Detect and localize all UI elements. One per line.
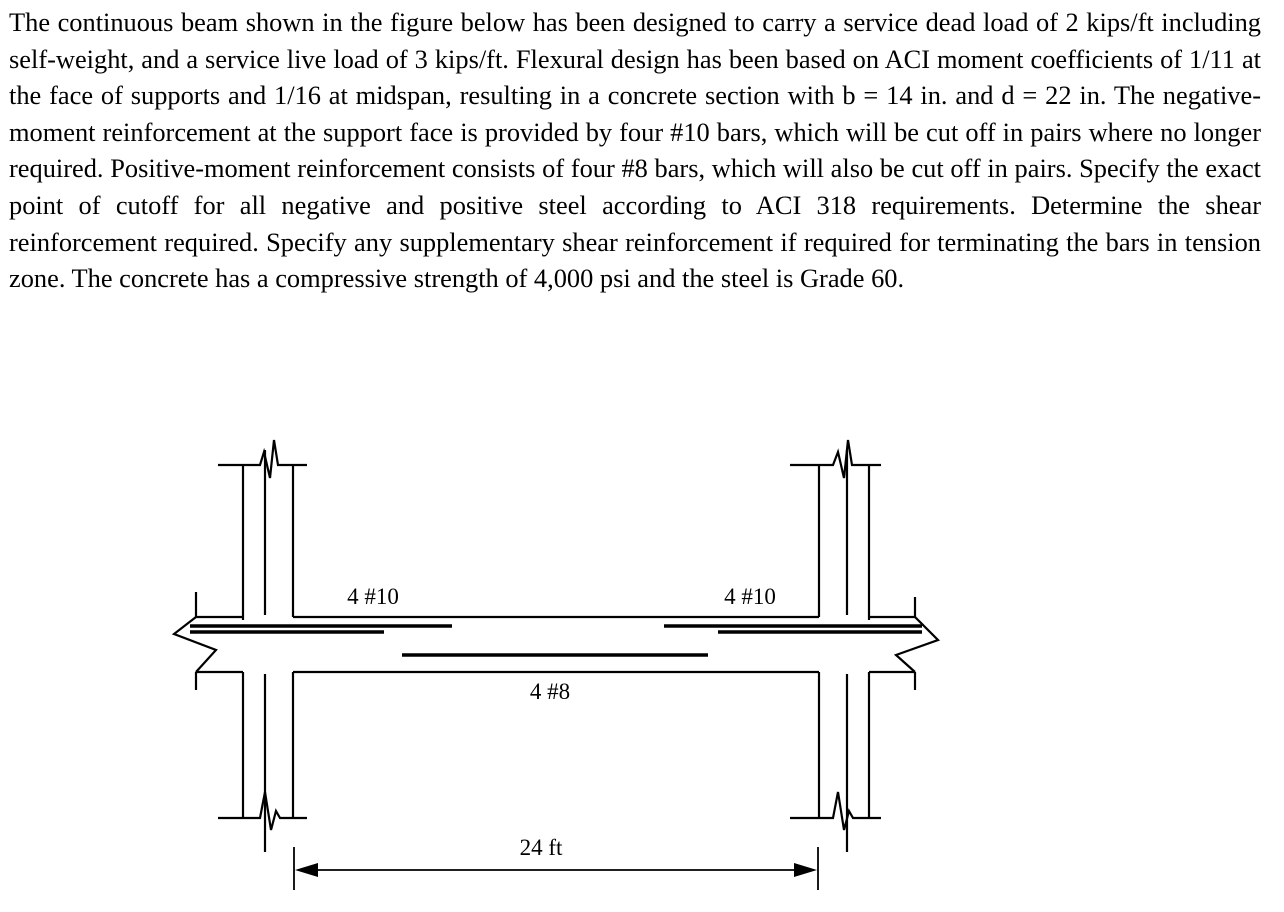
dimension-arrow-left: [295, 863, 318, 877]
span-label: 24 ft: [519, 835, 563, 860]
bottom-bar-label: 4 #8: [529, 679, 571, 704]
right-column: [790, 440, 881, 852]
beam-outline: [174, 592, 938, 690]
left-top-bar-label: 4 #10: [347, 584, 399, 609]
right-column-bottom-break: [790, 792, 881, 830]
dimension-arrow-right: [794, 863, 817, 877]
right-top-bar-label: 4 #10: [724, 584, 776, 609]
right-column-top-break: [790, 440, 881, 478]
left-column: [218, 440, 307, 852]
problem-statement: The continuous beam shown in the figure below has been designed to carry a service dead load of 2 kips/ft including self-weight, and a service live load of 3 kips/ft. Flexural design has been based on ACI moment coefficients of 1/11 at the face of supports and 1/16 at midspan, resulting in a concrete section with b = 14 in. and d = 22 in. The negative-moment reinforcement at the support face is provided by four #10 bars, which will be cut off in pairs where no longer required. Positive-moment reinforcement consists of four #8 bars, which will also be cut off in pairs. Specify the exact point of cutoff for all negative and positive steel according to ACI 318 requirements. Determine the shear reinforcement required. Specify any supplementary shear reinforcement if required for terminating the bars in tension zone. The concrete has a compressive strength of 4,000 psi and the steel is Grade 60.: [9, 7, 1261, 294]
